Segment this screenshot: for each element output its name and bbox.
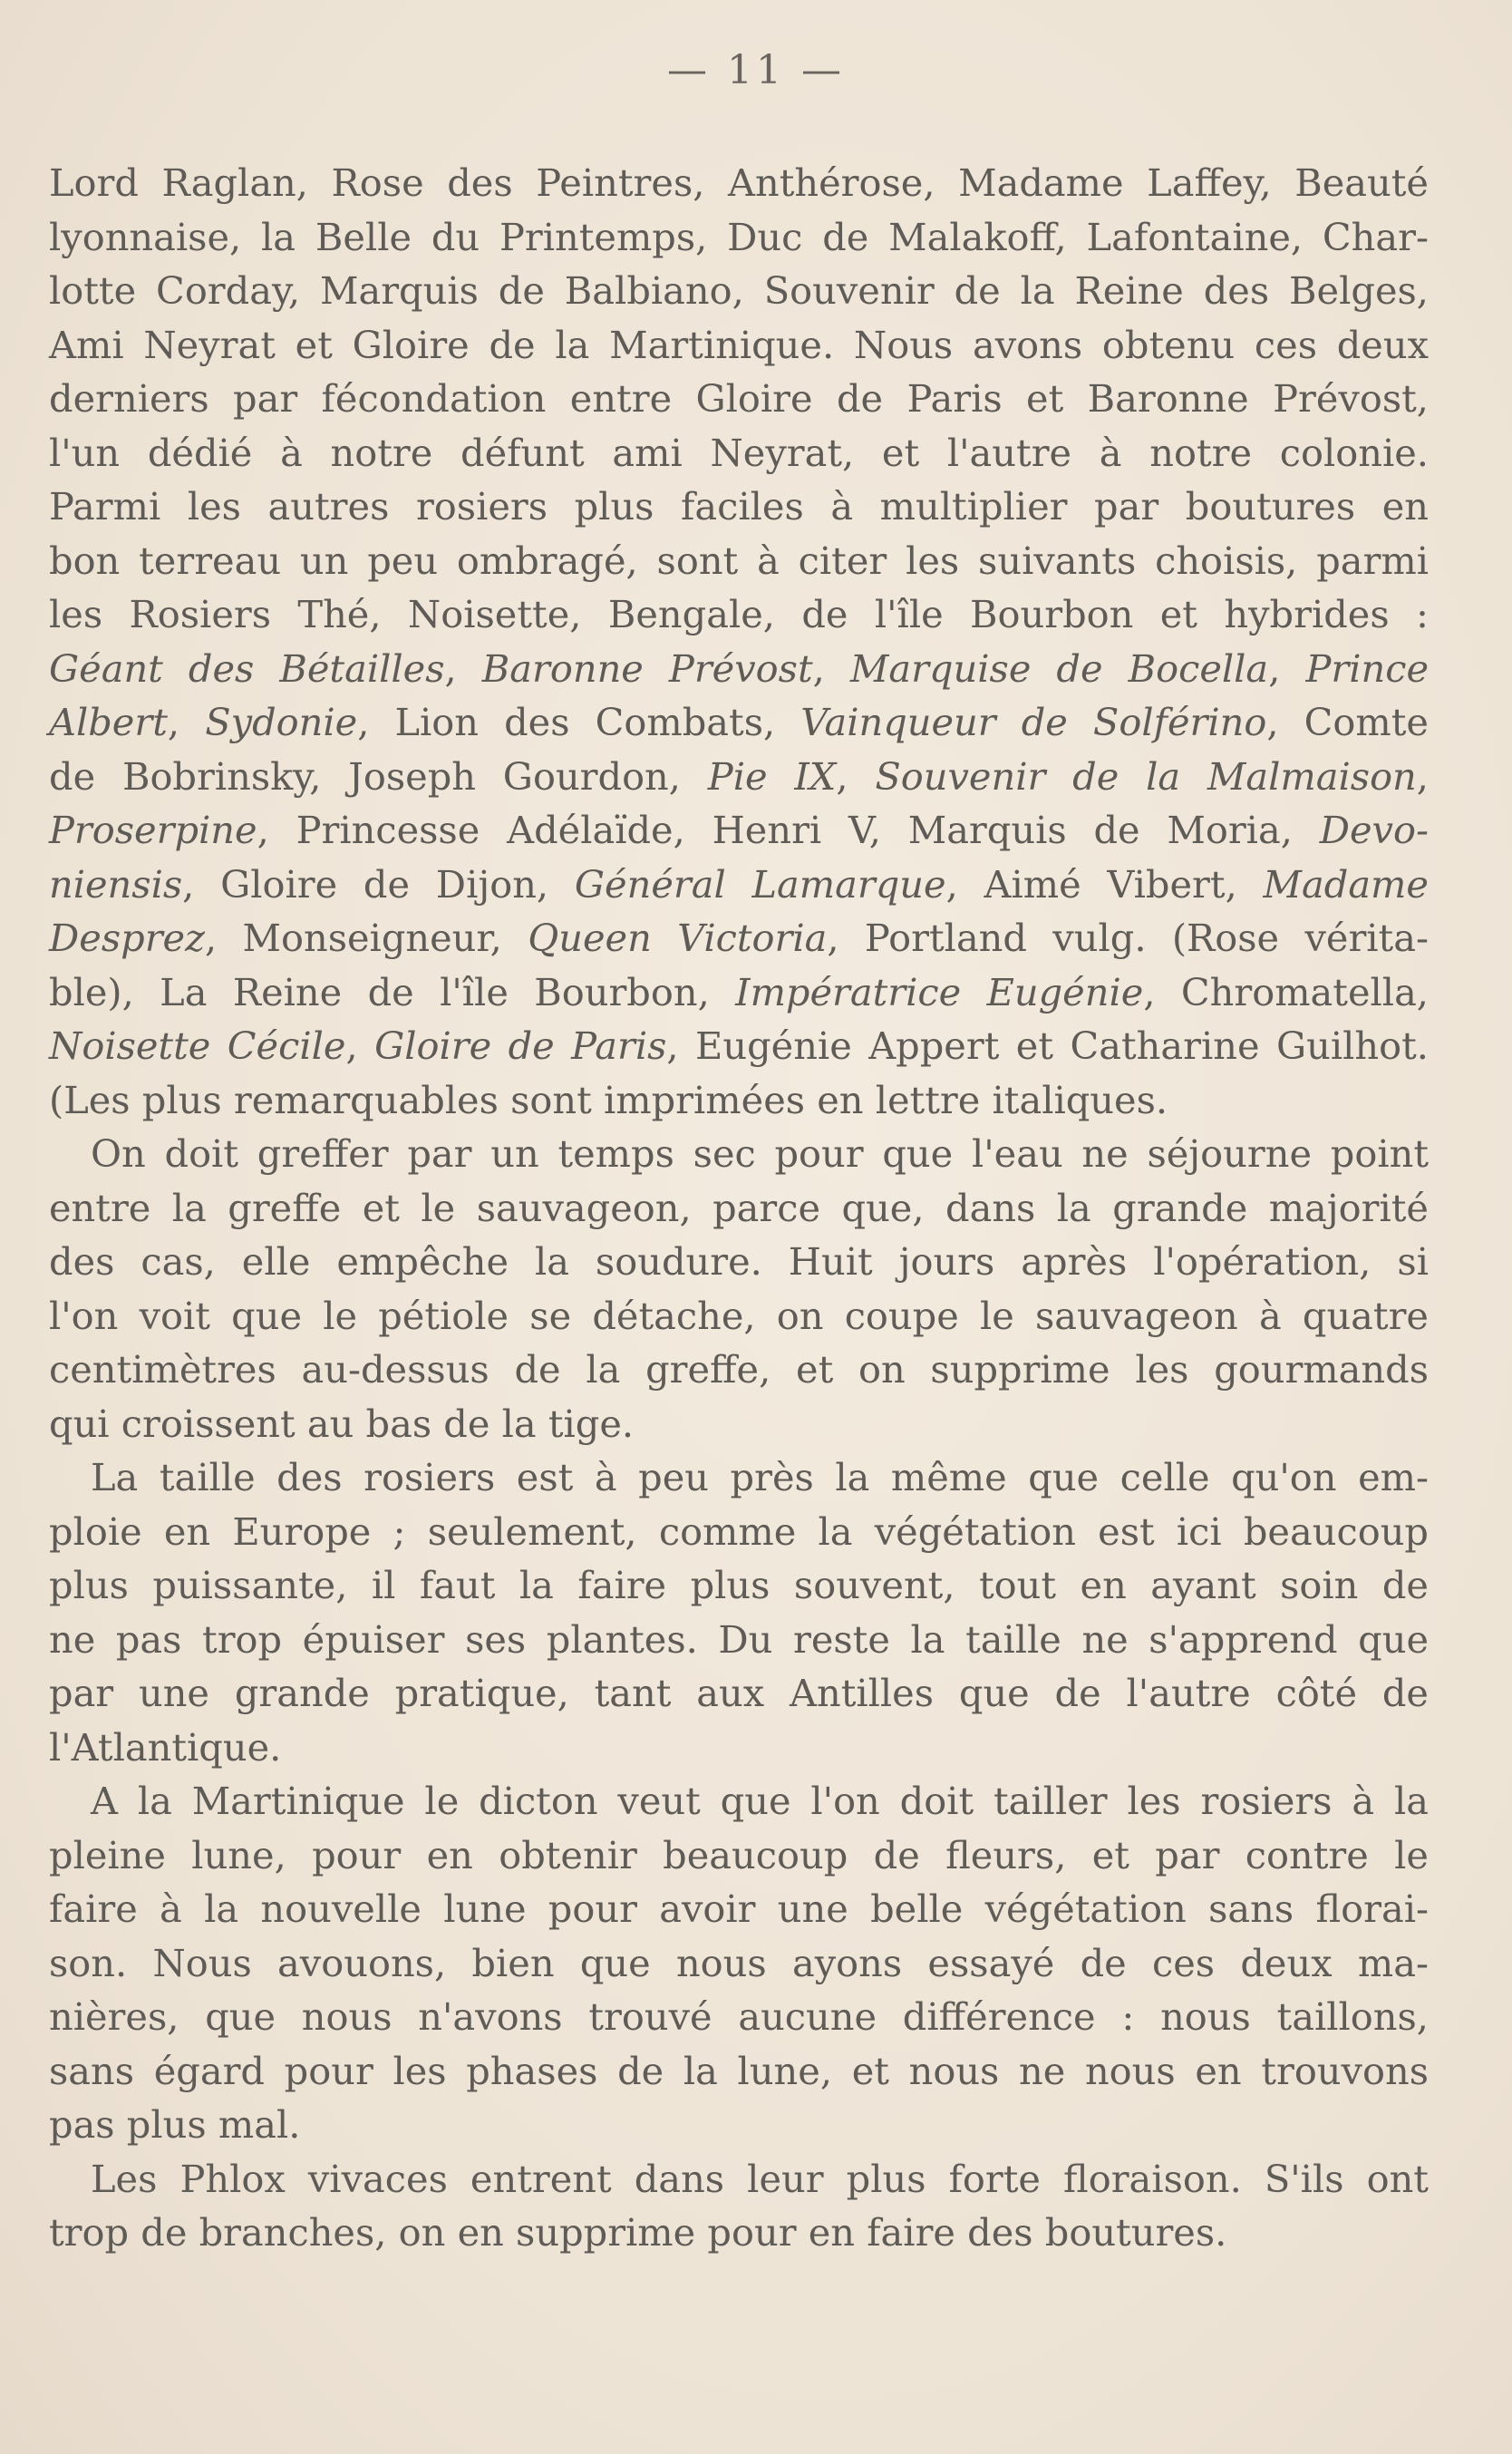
text-run: La taille des rosiers est à peu près la même que celle qu'on em- (91, 1455, 1429, 1499)
text-run: ne pas trop épuiser ses plantes. Du reste la taille ne s'apprend que (49, 1616, 1429, 1662)
text-run: , Chromatella, (1143, 969, 1429, 1014)
italic-rose-name: Desprez (49, 916, 205, 960)
text-run: ble), La Reine de l'île Bourbon, (49, 969, 736, 1014)
text-line (49, 264, 1429, 318)
text-line (49, 2206, 1429, 2260)
text-run: de Bobrinsky, Joseph Gourdon, (49, 753, 708, 799)
italic-rose-name: niensis (49, 861, 183, 907)
text-line (49, 911, 1429, 965)
text-run: pas plus mal. (49, 2102, 301, 2147)
text-run: , Portland vulg. (Rose vérita- (827, 916, 1429, 960)
text-run: , Gloire de Dijon, (182, 861, 575, 907)
text-run: , Monseigneur, (204, 916, 528, 960)
italic-rose-name: Vainqueur de Solférino (800, 700, 1267, 744)
text-run: , (167, 700, 206, 744)
text-run: son. Nous avouons, bien que nous ayons essayé de ces deux ma- (49, 1940, 1429, 1985)
text-run: Lord Raglan, Rose des Peintres, Anthérose, Madame Laffey, Beauté (49, 160, 1429, 205)
text-line (49, 965, 1429, 1020)
italic-rose-name: Noisette Cécile (49, 1023, 346, 1068)
text-run: l'Atlantique. (49, 1724, 282, 1770)
text-run: Parmi les autres rosiers plus faciles à multiplier par boutures en (49, 484, 1429, 529)
text-run: nières, que nous n'avons trouvé aucune différence : nous taillons, (49, 1994, 1429, 2039)
text-run: entre la greffe et le sauvageon, parce que, dans la grande majorité (49, 1185, 1429, 1230)
text-line (49, 210, 1429, 265)
text-line (49, 480, 1429, 534)
text-line (49, 1073, 1429, 1128)
italic-rose-name: Géant des Bétailles (49, 645, 445, 691)
page-number: — 11 — (667, 47, 845, 93)
text-run: lotte Corday, Marquis de Balbiano, Souvenir de la Reine des Belges, (49, 268, 1429, 313)
text-line (49, 1127, 1429, 1181)
text-line (49, 750, 1429, 804)
text-line (49, 534, 1429, 588)
text-run: l'un dédié à notre défunt ami Neyrat, et l'autre à notre colonie. (49, 430, 1429, 475)
text-run: les Rosiers Thé, Noisette, Bengale, de l'île Bourbon et hybrides : (49, 592, 1429, 636)
text-line (49, 1505, 1429, 1559)
text-run: pleine lune, pour en obtenir beaucoup de fleurs, et par contre le (49, 1832, 1429, 1877)
text-line (49, 642, 1429, 696)
text-run: , (1268, 645, 1306, 691)
text-run: des cas, elle empêche la soudure. Huit jours après l'opération, si (49, 1239, 1429, 1284)
text-run: ploie en Europe ; seulement, comme la végétation est ici beaucoup (49, 1508, 1429, 1554)
text-line (49, 803, 1429, 858)
italic-rose-name: Madame (1263, 861, 1429, 907)
text-line (49, 1019, 1429, 1073)
body-text (49, 156, 1429, 2260)
italic-rose-name: Queen Victoria (528, 916, 828, 960)
italic-rose-name: Marquise de Bocella (849, 645, 1269, 691)
text-run: , (1416, 753, 1429, 799)
text-line (49, 1558, 1429, 1613)
text-run: trop de branches, on en supprime pour en faire des boutures. (49, 2210, 1227, 2255)
italic-rose-name: Souvenir de la Malmaison (875, 753, 1417, 799)
text-line (49, 1666, 1429, 1721)
text-line (49, 1343, 1429, 1397)
text-line (49, 1235, 1429, 1289)
text-line (49, 1936, 1429, 1991)
text-run: derniers par fécondation entre Gloire de Paris et Baronne Prévost, (49, 376, 1429, 421)
italic-rose-name: Devo- (1319, 808, 1429, 852)
italic-rose-name: Gloire de Paris (374, 1023, 667, 1068)
text-line (49, 372, 1429, 426)
italic-rose-name: Pie IX (707, 753, 837, 799)
text-run: A la Martinique le dicton veut que l'on doit tailler les rosiers à la (91, 1779, 1429, 1823)
text-run: , (812, 645, 850, 691)
text-line (49, 1289, 1429, 1343)
text-run: l'on voit que le pétiole se détache, on coupe le sauvageon à quatre (49, 1293, 1429, 1338)
text-line (49, 1721, 1429, 1775)
text-run: bon terreau un peu ombragé, sont à citer les suivants choisis, parmi (49, 538, 1429, 583)
italic-rose-name: Sydonie (205, 700, 358, 744)
text-run: lyonnaise, la Belle du Printemps, Duc de Malakoff, Lafontaine, Char- (49, 214, 1429, 259)
text-line (49, 318, 1429, 373)
text-run: sans égard pour les phases de la lune, et nous ne nous en trouvons (49, 2048, 1429, 2093)
italic-rose-name: Général Lamarque (574, 861, 946, 907)
text-line (49, 2044, 1429, 2099)
text-run: faire à la nouvelle lune pour avoir une belle végétation sans florai- (49, 1887, 1429, 1931)
text-line (49, 1774, 1429, 1828)
italic-rose-name: Impératrice Eugénie (735, 969, 1144, 1014)
text-run: , (444, 645, 482, 691)
text-line (49, 2152, 1429, 2207)
italic-rose-name: Proserpine (49, 808, 257, 852)
text-line (49, 695, 1429, 750)
text-run: qui croissent au bas de la tige. (49, 1401, 635, 1446)
text-line (49, 1828, 1429, 1883)
text-run: , Princesse Adélaïde, Henri V, Marquis de Moria, (257, 808, 1320, 852)
text-line (49, 858, 1429, 912)
text-line (49, 2098, 1429, 2152)
text-run: , (345, 1023, 375, 1068)
text-run: Les Phlox vivaces entrent dans leur plus forte floraison. S'ils ont (91, 2156, 1429, 2201)
text-line (49, 426, 1429, 480)
text-line (49, 587, 1429, 642)
text-line (49, 1450, 1429, 1505)
text-line (49, 1882, 1429, 1936)
text-run: par une grande pratique, tant aux Antilles que de l'autre côté de (49, 1671, 1429, 1715)
text-run: , Lion des Combats, (357, 700, 801, 744)
text-line (49, 1613, 1429, 1667)
text-run: plus puissante, il faut la faire plus souvent, tout en ayant soin de (49, 1563, 1429, 1607)
text-run: (Les plus remarquables sont imprimées en lettre italiques. (49, 1077, 1168, 1122)
text-run: , Comte (1266, 700, 1429, 744)
text-run: Ami Neyrat et Gloire de la Martinique. Nous avons obtenu ces deux (49, 322, 1429, 367)
text-line (49, 1397, 1429, 1451)
italic-rose-name: Prince (1305, 645, 1430, 691)
text-run: , Eugénie Appert et Catharine Guilhot. (666, 1023, 1429, 1068)
italic-rose-name: Albert (49, 700, 168, 744)
text-run: On doit greffer par un temps sec pour que l'eau ne séjourne point (91, 1131, 1429, 1176)
text-line (49, 1181, 1429, 1236)
text-run: , (836, 753, 876, 799)
text-line (49, 156, 1429, 210)
text-run: centimètres au-dessus de la greffe, et on supprime les gourmands (49, 1347, 1429, 1392)
text-line (49, 1990, 1429, 2044)
text-run: , Aimé Vibert, (945, 861, 1264, 907)
italic-rose-name: Baronne Prévost (481, 645, 813, 691)
